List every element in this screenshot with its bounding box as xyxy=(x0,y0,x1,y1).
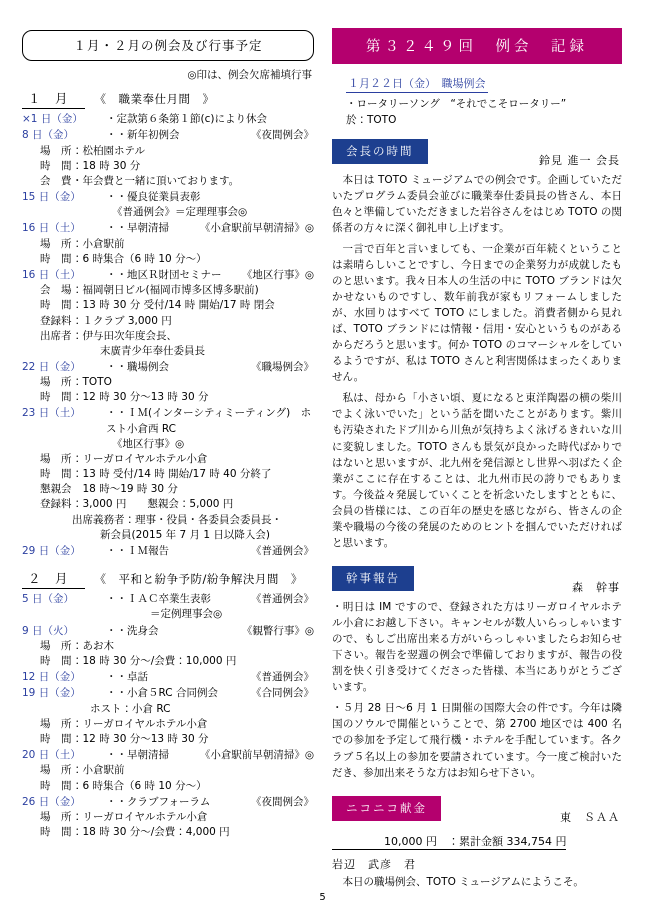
detail-label: 場 所 xyxy=(40,717,72,730)
event-detail xyxy=(22,717,314,732)
list-item xyxy=(22,670,314,685)
detail-label: 時 間 xyxy=(40,252,72,265)
detail-value: ：リーガロイヤルホテル小倉 xyxy=(72,453,208,466)
event-date: 20 日（土） xyxy=(22,749,81,762)
event-kind: 《職場例会》 xyxy=(251,360,314,373)
detail-label: 場 所 xyxy=(40,376,72,389)
list-item xyxy=(22,268,314,283)
detail-value: ホスト：小倉 RC xyxy=(90,702,171,715)
event-text: ・・優良従業員表彰 xyxy=(106,190,201,203)
event-kind: 《地区行事》◎ xyxy=(241,268,314,281)
event-date: 23 日（土） xyxy=(22,407,81,420)
list-item xyxy=(22,406,314,437)
list-item xyxy=(22,128,314,143)
month-label: ２ 月 xyxy=(22,569,85,589)
event-text: ・・地区Ｒ財団セミナー xyxy=(106,268,222,281)
paragraph: ・５月 28 日～6 月 1 日開催の国際大会の件です。今年は隣国のソウルで開催ということで、第 2700 地区では 400 名での参加を予定して飛行機・ホテルを手配しています。各クラブ５名以上の参加を要請されています。今一度ご検討いただき、参加出来そうな方はお知らせ下さい。 xyxy=(332,702,622,779)
event-detail xyxy=(22,482,314,497)
month-subtitle: 《 職業奉仕月間 》 xyxy=(94,92,215,106)
event-detail xyxy=(22,497,314,512)
event-detail xyxy=(22,329,314,344)
detail-value: ：松柏園ホテル xyxy=(72,144,145,157)
event-text: ・・職場例会 xyxy=(106,360,169,373)
detail-value: ：１クラブ 3,000 円 xyxy=(72,314,172,327)
detail-value: 《普通例会》＝定理理事会◎ xyxy=(112,206,248,219)
event-text: ・・卓話 xyxy=(106,671,148,684)
meeting-date-wrap xyxy=(332,72,622,97)
detail-label: 時 間 xyxy=(40,779,72,792)
event-detail xyxy=(22,237,314,252)
event-detail xyxy=(22,298,314,313)
detail-value: ：6 時集合（6 時 10 分～） xyxy=(72,779,207,792)
section-byline: 東 ＳＡＡ xyxy=(560,810,620,824)
event-kind: 《小倉駅前早朝清掃》◎ xyxy=(199,749,314,762)
event-detail xyxy=(22,390,314,405)
list-item xyxy=(22,624,314,639)
section-heading: 幹事報告 xyxy=(332,566,414,591)
paragraph: 私は、母から「小さい頃、夏になると東洋陶器の横の柴川でよく泳いでいた」という話を聞いたことがあります。紫川も汚染されたドブ川から川魚が気持ちよく泳げるきれいな川に変貌しました。TOTO さんも景気が良かった時代ばかりではないと思いますが、北九州を発信源とし世界へ羽ばたく企業がここに存在することは、北九州市民の誇りでもあります。今後益々発展していくことを祈念いたしますとともに、会員の皆様には、この百年の歴史を感じながら、皆さんの企業や職場の今後の発展のためのヒントを掴んでいただければと思います。 xyxy=(332,392,622,549)
event-date: 19 日（金） xyxy=(22,687,81,700)
event-detail xyxy=(22,639,314,654)
event-detail xyxy=(22,452,314,467)
detail-value: 末廣青少年奉仕委員長 xyxy=(100,344,205,357)
detail-value: ：小倉駅前 xyxy=(72,237,125,250)
event-detail xyxy=(22,528,314,543)
detail-value: ：18 時 30 分～/会費：4,000 円 xyxy=(72,826,230,839)
event-detail xyxy=(22,825,314,840)
event-date: 9 日（火） xyxy=(22,624,75,637)
event-date: 15 日（金） xyxy=(22,190,81,203)
minutes-column xyxy=(332,28,622,895)
event-detail xyxy=(22,810,314,825)
detail-value: 18 時～19 時 30 分 xyxy=(72,483,178,496)
detail-value: ：6 時集合（6 時 10 分～） xyxy=(72,252,207,265)
list-item xyxy=(22,112,314,127)
event-detail xyxy=(22,144,314,159)
event-date: 26 日（金） xyxy=(22,795,81,808)
detail-value: ：TOTO xyxy=(72,376,112,389)
detail-label: 時 間 xyxy=(40,733,72,745)
month-label: １ 月 xyxy=(22,89,85,109)
list-item xyxy=(22,686,314,701)
section-donation xyxy=(332,786,622,890)
detail-label: 時 間 xyxy=(40,655,72,668)
event-date: 5 日（金） xyxy=(22,593,75,606)
detail-value: ：12 時 30 分～13 時 30 分 xyxy=(72,391,209,404)
detail-value: ：小倉駅前 xyxy=(72,764,125,777)
event-text: ・定款第６条第１節(c)により休会 xyxy=(106,113,267,125)
event-date: 16 日（土） xyxy=(22,268,81,281)
event-text: ・・クラブフォーラム xyxy=(106,795,211,808)
list-item xyxy=(22,190,314,205)
event-date: ×1 日（金） xyxy=(22,113,83,125)
section-president xyxy=(332,129,622,551)
detail-value: ・年会費と一緒に頂いております。 xyxy=(72,174,240,187)
paragraph: 一言で百年と言いましても、一企業が百年続くということは素晴らしいことですし、今日までの企業努力が成就したものと思います。我々日本人の生活の中に TOTO ブランドは欠かせないものですし、数年前我が家もリフォームしましたが、水回りはすべて TOTO にしました。消費者側から見れば、TOTO ブランドには情報・信用・安心というものがあるからだろうと思います。何か TOTO のコマーシャルをしているようですが、私は TOTO さんと利害関係はまったくありません。 xyxy=(332,242,622,384)
month-header-february xyxy=(22,569,314,589)
detail-label: 時 間 xyxy=(40,159,72,172)
event-date: 12 日（金） xyxy=(22,671,81,684)
event-text: ・・ＩＭ報告 xyxy=(106,544,169,557)
event-text: ・・ＩＭ(インターシティミーティング) ホスト小倉西 RC xyxy=(106,407,312,435)
detail-label xyxy=(22,344,72,359)
detail-label: 時 間 xyxy=(40,826,72,839)
month-header-january xyxy=(22,89,314,109)
detail-value: 新会員(2015 年 7 月 1 日以降入会) xyxy=(100,528,270,541)
event-kind: 《夜間例会》 xyxy=(251,129,314,142)
event-detail xyxy=(22,174,314,189)
detail-label: 場 所 xyxy=(40,453,72,466)
section-heading: 会長の時間 xyxy=(332,139,428,164)
event-detail xyxy=(22,702,314,717)
event-list-january xyxy=(22,112,314,559)
event-kind: 《普通例会》 xyxy=(251,671,314,684)
event-date: 8 日（金） xyxy=(22,129,75,142)
detail-label: 時 間 xyxy=(40,299,72,312)
detail-label: 場 所 xyxy=(40,639,72,652)
detail-value: ：12 時 30 分～13 時 30 分 xyxy=(72,733,209,745)
event-date: 29 日（金） xyxy=(22,544,81,557)
list-item xyxy=(22,748,314,763)
section-heading: ニコニコ献金 xyxy=(332,796,441,821)
event-detail xyxy=(22,732,314,747)
detail-label: 時 間 xyxy=(40,391,72,404)
schedule-column xyxy=(22,28,314,840)
detail-label: 会 費 xyxy=(40,174,72,187)
place-line: 於：TOTO xyxy=(346,113,397,126)
event-detail xyxy=(22,763,314,778)
two-column-layout xyxy=(22,28,623,895)
detail-value: ：13 時 30 分 受付/14 時 開始/17 時 閉会 xyxy=(72,299,275,312)
detail-value: ＝定例理事会◎ xyxy=(150,608,223,621)
detail-label: 場 所 xyxy=(40,810,72,823)
page-number: 5 xyxy=(319,892,326,903)
month-subtitle: 《 平和と紛争予防/紛争解決月間 》 xyxy=(94,572,303,587)
event-detail xyxy=(22,513,314,528)
list-item xyxy=(22,360,314,375)
donation-amount: 10,000 円 ：累計金額 334,754 円 xyxy=(332,833,566,850)
event-text: ・・新年初例会 xyxy=(106,129,180,142)
event-text: ・・小倉５RC 合同例会 xyxy=(106,687,218,700)
detail-label: 場 所 xyxy=(40,144,72,157)
detail-label: 出席者 xyxy=(40,329,72,342)
event-kind: 《地区行事》◎ xyxy=(112,438,185,451)
event-detail xyxy=(22,205,314,220)
event-text: ・・早朝清掃 xyxy=(106,222,169,235)
detail-value: ：3,000 円 懇親会：5,000 円 xyxy=(72,498,234,511)
detail-label xyxy=(22,205,72,220)
list-item xyxy=(22,795,314,810)
detail-label: 会 場 xyxy=(40,284,72,297)
event-detail xyxy=(22,437,314,452)
event-list-february xyxy=(22,592,314,840)
event-kind: 《普通例会》 xyxy=(251,544,314,557)
event-detail xyxy=(22,779,314,794)
section-byline: 鈴見 進一 会長 xyxy=(539,153,620,167)
event-detail xyxy=(22,283,314,298)
section-byline: 森 幹事 xyxy=(572,580,620,594)
event-detail xyxy=(22,654,314,669)
event-detail xyxy=(22,375,314,390)
section-secretary xyxy=(332,556,622,781)
schedule-title: １月・２月の例会及び行事予定 xyxy=(22,30,314,61)
detail-label: 登録料 xyxy=(40,314,72,327)
meeting-banner: 第３２４９回 例会 記録 xyxy=(332,28,622,64)
event-detail xyxy=(22,314,314,329)
event-detail xyxy=(22,159,314,174)
event-kind: 《小倉駅前早朝清掃》◎ xyxy=(199,222,314,235)
event-detail xyxy=(22,344,314,359)
detail-value: ：18 時 30 分～/会費：10,000 円 xyxy=(72,655,237,668)
list-item xyxy=(22,544,314,559)
detail-value: ：あお木 xyxy=(72,639,114,652)
event-text: ・・ＩＡＣ卒業生表彰 xyxy=(106,593,211,606)
event-date: 22 日（金） xyxy=(22,360,81,373)
event-kind: 《夜間例会》 xyxy=(251,795,314,808)
detail-label: 登録料 xyxy=(40,498,72,511)
event-kind: 《普通例会》 xyxy=(251,593,314,606)
event-detail xyxy=(22,252,314,267)
schedule-note: ◎印は、例会欠席補填行事 xyxy=(187,69,312,81)
detail-value: ：18 時 30 分 xyxy=(72,159,141,172)
event-text: ・・洗身会 xyxy=(106,624,159,637)
detail-value: 出席義務者：理事・役員・各委員会委員長・ xyxy=(72,513,282,526)
event-detail xyxy=(22,607,314,622)
donor-name: 岩辺 武彦 君 xyxy=(332,857,416,871)
donor-message: 本日の職場例会、TOTO ミュージアムにようこそ。 xyxy=(342,875,584,888)
list-item xyxy=(22,592,314,607)
detail-label: 懇親会 xyxy=(40,483,72,496)
detail-value: ：13 時 受付/14 時 開始/17 時 40 分終了 xyxy=(72,468,272,481)
detail-value: ：リーガロイヤルホテル小倉 xyxy=(72,810,208,823)
event-kind: 《観瞥行事》◎ xyxy=(241,624,314,637)
event-text: ・・早朝清掃 xyxy=(106,749,169,762)
paragraph: ・明日は IM ですので、登録された方はリーガロイヤルホテル小倉にお越し下さい。キャンセルが数人いらっしゃいますので、もしご出席出来る方がいらっしゃいましたらお知らせ下さい。報告を翌週の例会で準備しておりますが、報告の役割を快く引き受けてくださった皆様、本当にありがとうございます。 xyxy=(332,600,622,694)
detail-label: 場 所 xyxy=(40,237,72,250)
detail-label: 場 所 xyxy=(40,764,72,777)
event-date: 16 日（土） xyxy=(22,222,81,235)
event-kind: 《合同例会》 xyxy=(251,687,314,700)
event-detail xyxy=(22,467,314,482)
detail-value: ：福岡朝日ビル(福岡市博多区博多駅前) xyxy=(72,284,259,297)
detail-label: 時 間 xyxy=(40,468,72,481)
list-item xyxy=(22,221,314,236)
meeting-date: １月２２日（金） 職場例会 xyxy=(346,75,488,93)
detail-value: ：伊与田次年度会長、 xyxy=(72,329,177,342)
song-line: ・ロータリーソング “それでこそロータリー” xyxy=(346,98,567,110)
detail-value: ：リーガロイヤルホテル小倉 xyxy=(72,717,208,730)
paragraph: 本日は TOTO ミュージアムでの例会です。企画していただいたプログラム委員会並びに職業奉仕委員長の皆さん、本日色々と準備していただきました岩谷さんをはじめ TOTO の関係者の方々に深く御礼申し上げます。 xyxy=(332,173,622,234)
